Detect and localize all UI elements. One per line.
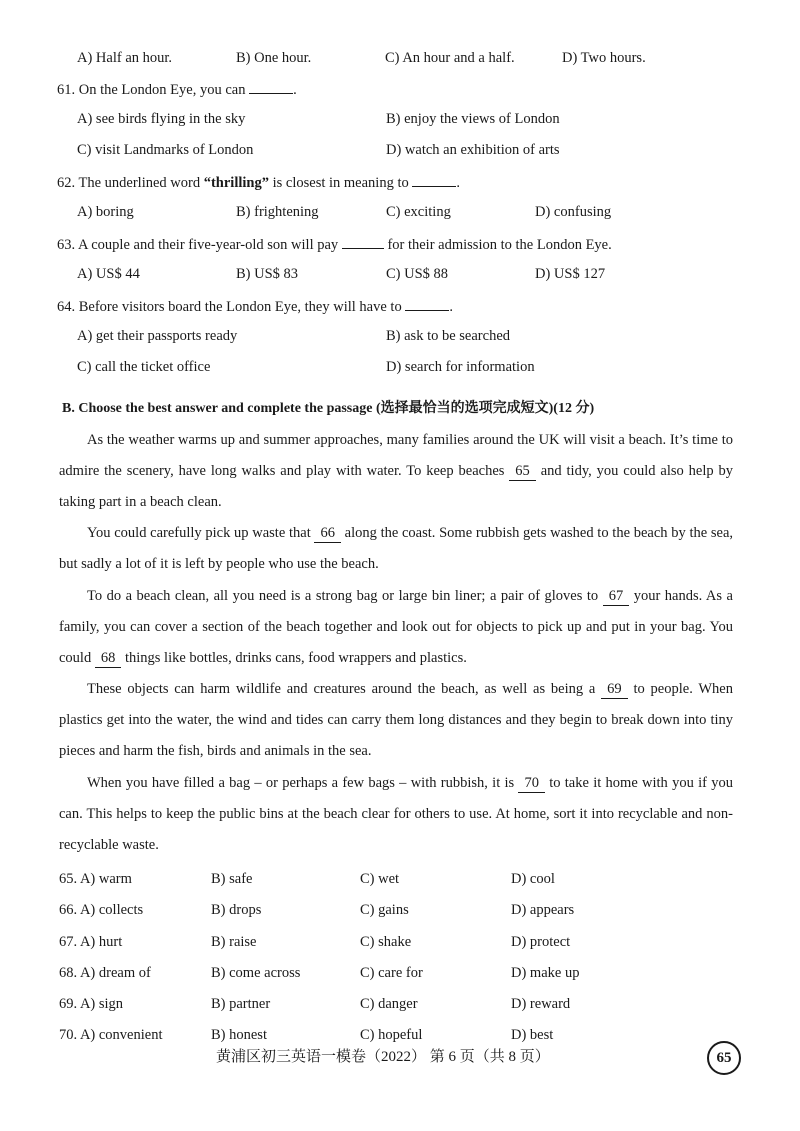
q62-keyword: “thrilling” [203,175,269,191]
choice-row [0,868,800,890]
q63-blank [342,232,384,249]
q60-options [0,47,800,69]
choice-option-a: 67. A) hurt [59,934,123,950]
q62-blank [412,170,456,187]
q60-option-a: A) Half an hour. [77,50,173,66]
q64-options-row1 [0,325,800,347]
q64-stem [0,294,800,316]
choice-row [0,899,800,921]
q61-option-a: A) see birds flying in the sky [77,111,246,127]
q61-blank [249,77,293,94]
q64-option-d: D) search for information [386,359,535,375]
passage-paragraph-4 [59,674,733,768]
passage-paragraph-3 [59,581,733,675]
p5-text-a: When you have filled a bag – or perhaps a few bags – with rubbish, it is [87,775,519,791]
p4-text-a: These objects can harm wildlife and creatures around the beach, as well as being a [87,681,602,697]
q62-option-a: A) boring [77,204,134,220]
q62-option-c: C) exciting [386,204,451,220]
q64-stem-end: . [449,299,453,315]
p5-text-b: to take it home with you if you can. This helps to keep the public bins at the beach clear for others to use. At home, sort it into recyclable and non-recyclable waste. [59,775,733,854]
blank-68: 68 [95,649,122,668]
choice-option-a: 70. A) convenient [59,1027,163,1043]
q63-stem [0,232,800,254]
blank-70: 70 [518,774,545,793]
choice-option-b: B) drops [211,902,262,918]
choice-option-a: 65. A) warm [59,871,132,887]
choice-option-d: D) reward [511,996,571,1012]
p2-text-a: You could carefully pick up waste that [87,525,315,541]
choice-option-a: 69. A) sign [59,996,124,1012]
p4-text-b: to people. When plastics get into the water, the wind and tides can carry them long distances and they begin to break down into tiny pieces and harm the fish, birds and animals in the sea. [59,681,733,760]
q62-stem-mid: is closest in meaning to [268,175,409,191]
section-b-title: B. Choose the best answer and complete the passage (选择最恰当的选项完成短文)(12 分) [62,401,595,416]
choice-option-b: B) partner [211,996,271,1012]
p2-text-b: along the coast. Some rubbish gets washed to the beach by the sea, but sadly a lot of it is left by people who use the beach. [59,525,734,573]
q63-stem-text: 63. A couple and their five-year-old son will pay [57,237,339,253]
q61-option-d: D) watch an exhibition of arts [386,142,560,158]
choice-option-c: C) hopeful [360,1027,423,1043]
q63-stem-end: for their admission to the London Eye. [387,237,612,253]
choice-option-b: B) raise [211,934,257,950]
q62-stem-end: . [456,175,460,191]
q61-option-b: B) enjoy the views of London [386,111,560,127]
choice-option-b: B) honest [211,1027,267,1043]
choice-option-d: D) cool [511,871,555,887]
q61-stem-end: . [293,82,297,98]
q61-options-row1 [0,108,800,130]
q63-option-a: A) US$ 44 [77,266,140,282]
q62-options [0,201,800,223]
q60-option-c: C) An hour and a half. [385,50,515,66]
q64-option-c: C) call the ticket office [77,359,211,375]
q64-options-row2 [0,356,800,378]
q61-option-c: C) visit Landmarks of London [77,142,254,158]
q64-blank [405,294,449,311]
choice-option-b: B) come across [211,965,301,981]
choice-option-a: 66. A) collects [59,902,144,918]
choice-option-c: C) shake [360,934,412,950]
choice-option-c: C) gains [360,902,409,918]
choice-option-d: D) make up [511,965,580,981]
p3-text-c: things like bottles, drinks cans, food wrappers and plastics. [121,650,467,667]
p3-text-b: your hands. As a family, you can cover a section of the beach together and look out for objects to pick up and put in your bag. You could [59,588,733,667]
p3-text-a: To do a beach clean, all you need is a strong bag or large bin liner; a pair of gloves to [87,588,603,604]
q63-options [0,263,800,285]
blank-69: 69 [601,680,628,699]
q63-option-b: B) US$ 83 [236,266,299,282]
blank-66: 66 [314,524,341,543]
choice-option-c: C) wet [360,871,400,887]
choice-option-d: D) appears [511,902,575,918]
q61-stem [0,77,800,99]
q63-option-d: D) US$ 127 [535,266,606,282]
q62-option-b: B) frightening [236,204,319,220]
q60-option-b: B) One hour. [236,50,312,66]
q63-option-c: C) US$ 88 [386,266,449,282]
q62-option-d: D) confusing [535,204,612,220]
q62-stem [0,170,800,192]
page-footer [0,1044,800,1070]
q61-options-row2 [0,139,800,161]
choice-row [0,962,800,984]
choice-option-c: C) care for [360,965,423,981]
choice-option-a: 68. A) dream of [59,965,151,981]
passage-paragraph-5 [59,768,733,862]
q62-stem-text: 62. The underlined word [57,175,204,191]
blank-67: 67 [603,587,630,606]
footer-text: 黄浦区初三英语一模卷（2022） 第 6 页（共 8 页） [216,1049,550,1065]
page-number-stamp: 65 [707,1041,741,1075]
choice-row [0,931,800,953]
q61-stem-text: 61. On the London Eye, you can [57,82,246,98]
q60-option-d: D) Two hours. [562,50,646,66]
choice-option-c: C) danger [360,996,418,1012]
choice-option-b: B) safe [211,871,253,887]
q64-option-b: B) ask to be searched [386,328,511,344]
p1-text-a: As the weather warms up and summer approaches, many families around the UK will visit a beach. It’s time to admire the scenery, have long walks and play with water. To keep beaches [59,432,733,480]
p1-text-b: and tidy, you could also help by taking part in a beach clean. [59,463,733,511]
passage-paragraph-1 [59,425,733,519]
q64-stem-text: 64. Before visitors board the London Eye, they will have to [57,299,402,315]
choice-row [0,993,800,1015]
choice-option-d: D) protect [511,934,571,950]
q64-option-a: A) get their passports ready [77,328,238,344]
passage-paragraph-2 [59,518,733,580]
choice-row [0,1024,800,1046]
blank-65: 65 [509,462,536,481]
choice-option-d: D) best [511,1027,554,1043]
